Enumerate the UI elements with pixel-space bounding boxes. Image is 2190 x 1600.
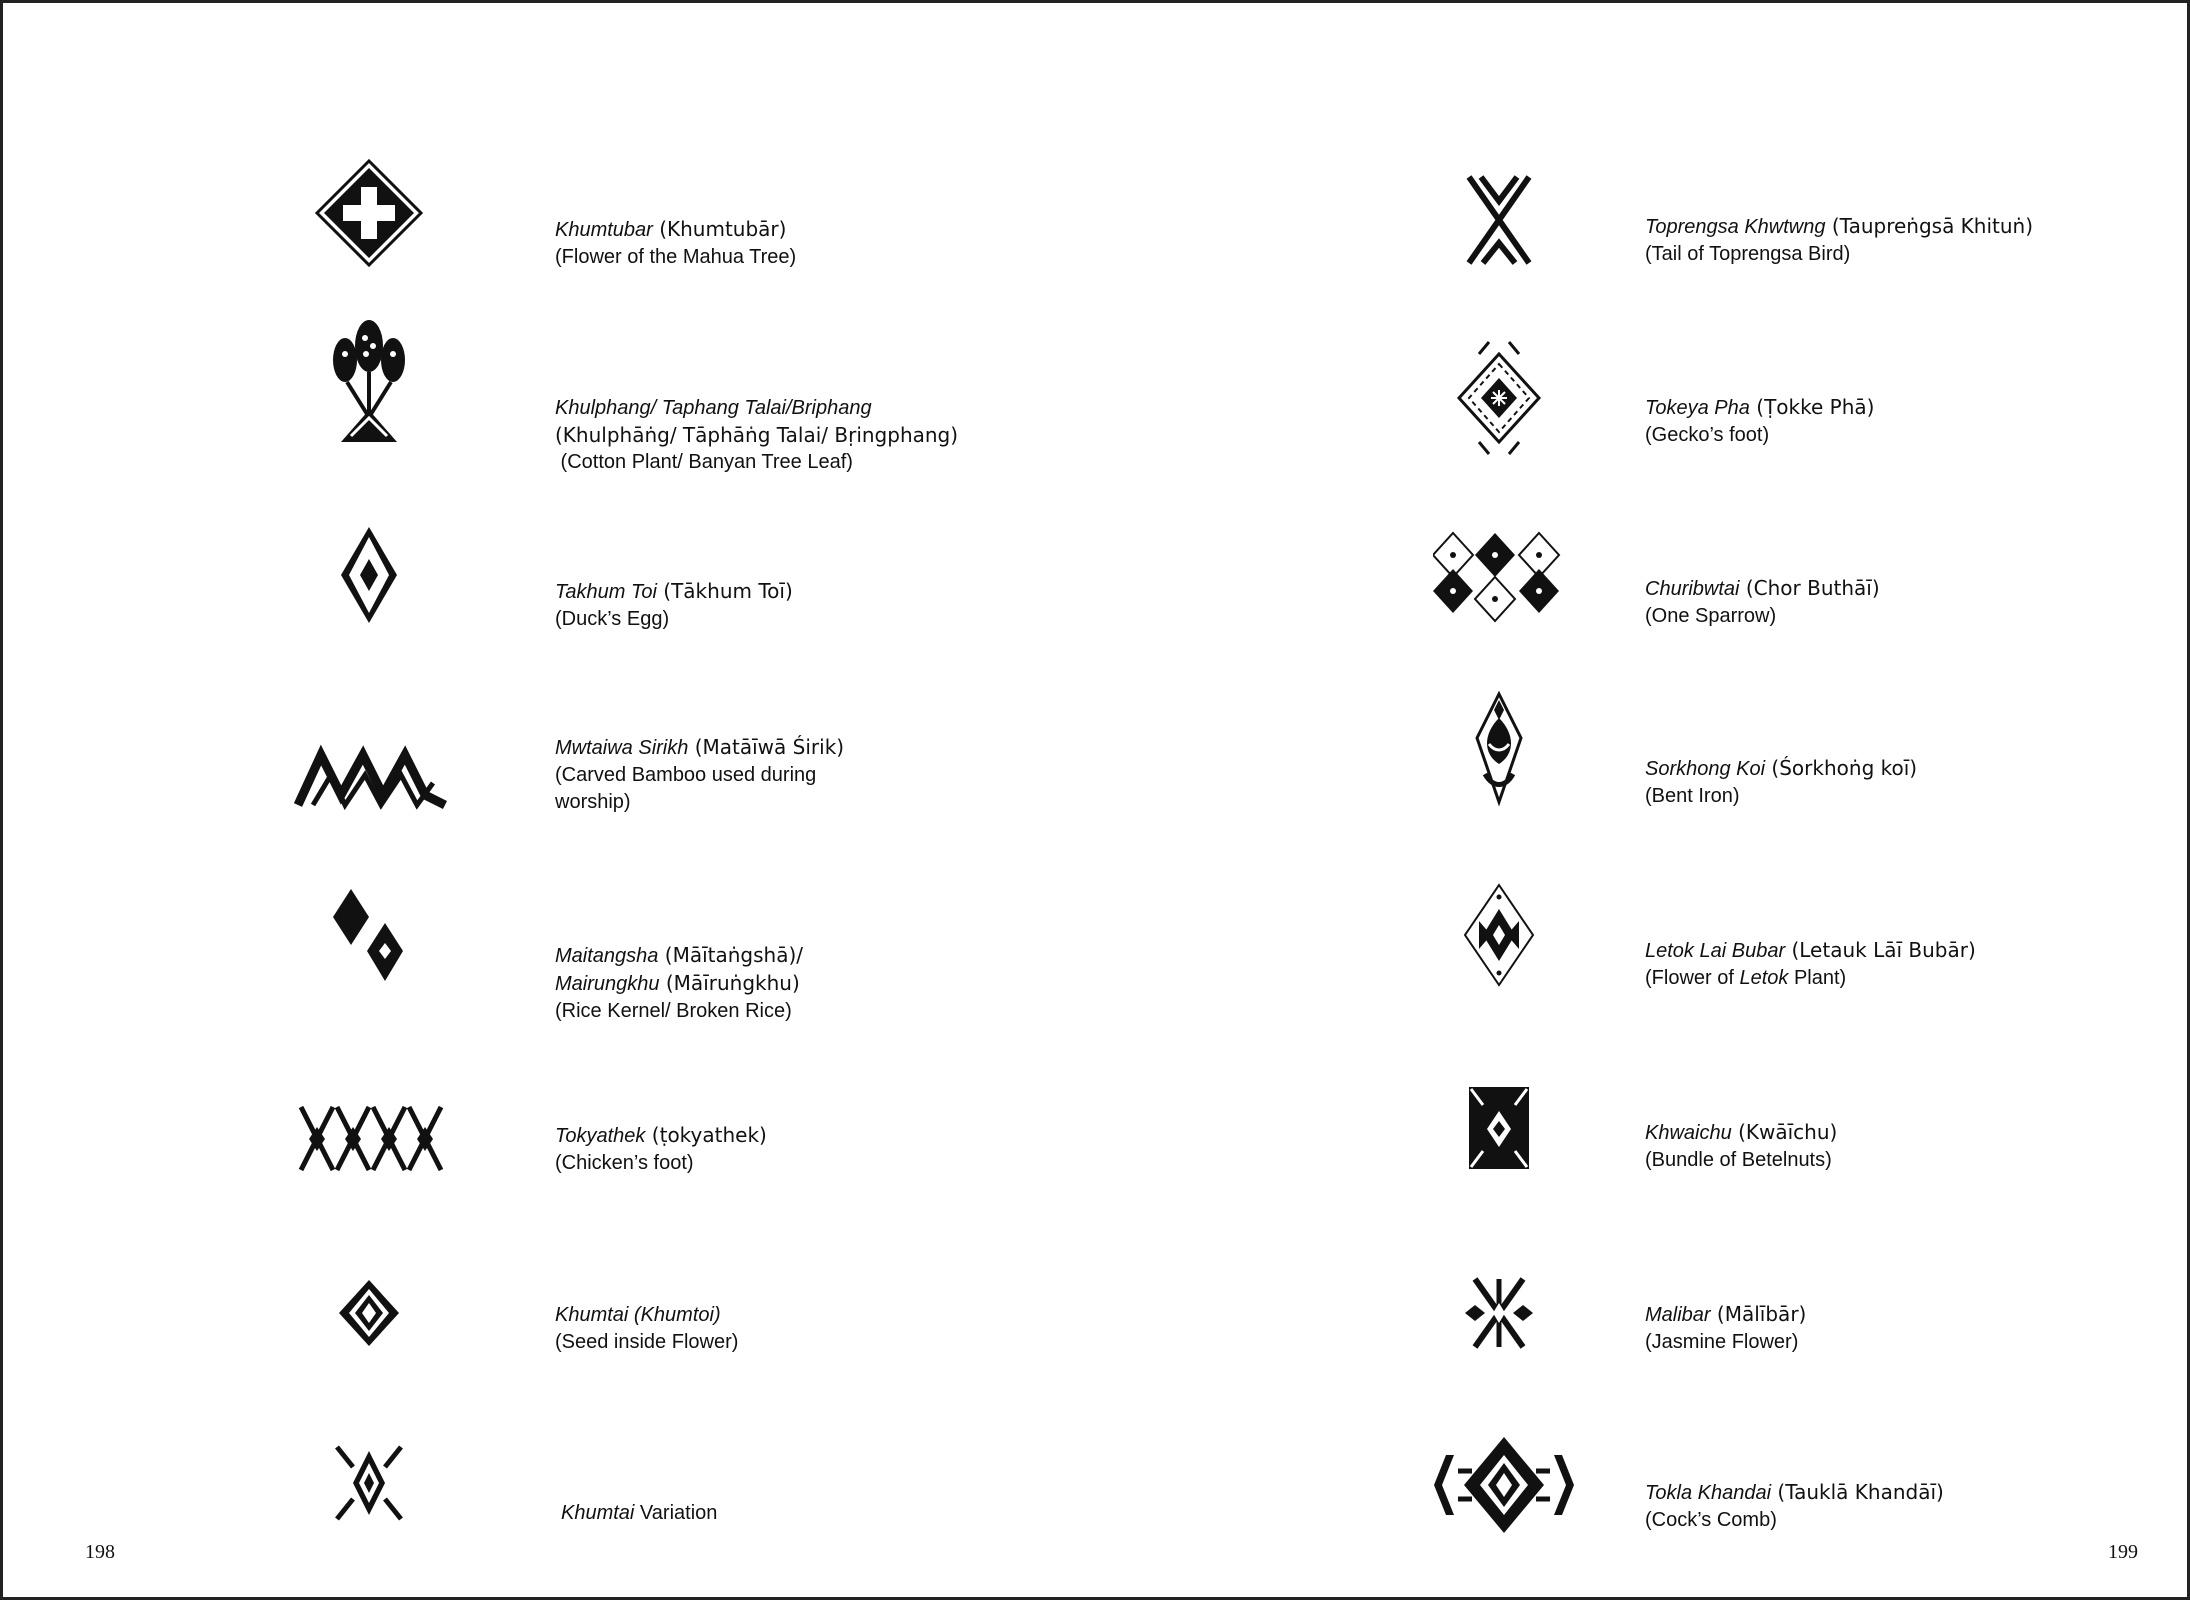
gecko-foot-motif-icon (1419, 338, 1579, 458)
motif-name: Khumtubar (555, 219, 653, 241)
motif-label-tokyathek (555, 1122, 767, 1177)
motif-label-khulphang (555, 395, 958, 476)
motif-meaning: Plant) (1788, 967, 1847, 989)
motif-label-khumtubar (555, 216, 796, 271)
motif-label-tokla-khandai (1645, 1479, 1944, 1534)
motif-name: Maitangsha (555, 945, 659, 967)
motif-label-mwtaiwa-sirikh (555, 734, 844, 816)
duck-egg-motif-icon (289, 523, 449, 628)
betelnut-bundle-motif-icon (1419, 1083, 1579, 1173)
motif-meaning: (Jasmine Flower) (1645, 1331, 1799, 1353)
motif-transliteration: (Māītaṅgshā)/ (658, 943, 803, 967)
motif-meaning-plant: Letok (1739, 967, 1789, 989)
cocks-comb-motif-icon (1429, 1435, 1579, 1535)
motif-label-khumtai-variation (561, 1500, 717, 1527)
motif-meaning: (Flower of (1645, 967, 1740, 989)
motif-name: Letok Lai Bubar (1645, 940, 1786, 962)
motif-meaning: (Cotton Plant/ Banyan Tree Leaf) (555, 451, 853, 473)
motif-meaning: (One Sparrow) (1645, 605, 1777, 627)
motif-transliteration: (Māīruṅgkhu) (659, 971, 800, 995)
khumtai-variation-motif-icon (289, 1443, 449, 1523)
motif-meaning: (Cock’s Comb) (1645, 1509, 1777, 1531)
motif-name: Mairungkhu (555, 973, 660, 995)
motif-name: Tokeya Pha (1645, 397, 1750, 419)
motif-variation-text: Variation (634, 1502, 718, 1524)
motif-label-letok-lai-bubar (1645, 937, 1976, 992)
zigzag-bamboo-motif-icon (293, 733, 453, 813)
motif-name: Khumtai (Khumtoi) (555, 1304, 721, 1326)
motif-name: Malibar (1645, 1304, 1711, 1326)
letok-flower-motif-icon (1419, 883, 1579, 988)
motif-transliteration: (Letauk Lāī Bubār) (1785, 938, 1976, 962)
bent-iron-motif-icon (1419, 691, 1579, 806)
motif-name: Khulphang/ Taphang Talai/Briphang (555, 397, 872, 419)
sparrow-motif-icon (1433, 531, 1563, 626)
motif-transliteration: (Ṭokke Phā) (1749, 395, 1875, 419)
bird-tail-motif-icon (1419, 173, 1579, 268)
motif-transliteration: (Śorkhoṅg koī) (1765, 756, 1918, 780)
motif-transliteration: (Tākhum Toī) (656, 579, 793, 603)
motif-name: Khwaichu (1645, 1122, 1732, 1144)
motif-meaning: (Tail of Toprengsa Bird) (1645, 243, 1851, 265)
motif-transliteration: (Khumtubār) (652, 217, 787, 241)
motif-name: Sorkhong Koi (1645, 758, 1766, 780)
motif-name: Mwtaiwa Sirikh (555, 737, 689, 759)
motif-label-tokeya-pha (1645, 394, 1874, 449)
rice-kernel-motif-icon (303, 883, 463, 988)
motif-meaning: (Gecko’s foot) (1645, 424, 1770, 446)
motif-transliteration: (ṭokyathek) (645, 1123, 767, 1147)
motif-label-malibar (1645, 1301, 1806, 1356)
motif-transliteration: (Mālībār) (1710, 1302, 1807, 1326)
seed-flower-motif-icon (289, 1278, 449, 1348)
motif-meaning: (Carved Bamboo used during (555, 764, 817, 786)
motif-label-khumtai (555, 1302, 738, 1356)
motif-meaning: (Flower of the Mahua Tree) (555, 246, 797, 268)
motif-label-takhum-toi (555, 578, 793, 633)
motif-name: Toprengsa Khwtwng (1645, 216, 1826, 238)
diamond-cross-motif-icon (289, 158, 449, 268)
motif-name: Tokyathek (555, 1125, 646, 1147)
motif-transliteration: (Khulphāṅg/ Tāphāṅg Talai/ Bṛingphang) (555, 423, 959, 447)
motif-transliteration: (Taupreṅgsā Khituṅ) (1825, 214, 2034, 238)
motif-meaning: (Seed inside Flower) (555, 1331, 739, 1353)
motif-name: Khumtai (561, 1502, 635, 1524)
page-number-right: 199 (2108, 1541, 2138, 1563)
motif-label-toprengsa-khwtwng (1645, 213, 2033, 268)
motif-meaning: (Bent Iron) (1645, 785, 1740, 807)
page-number-left: 198 (85, 1541, 115, 1563)
jasmine-motif-icon (1419, 1275, 1579, 1351)
motif-meaning: (Rice Kernel/ Broken Rice) (555, 1000, 792, 1022)
motif-transliteration: (Kwāīchu) (1731, 1120, 1838, 1144)
motif-transliteration: (Matāīwā Śirik) (688, 735, 845, 759)
chicken-foot-motif-icon (293, 1101, 453, 1176)
cotton-plant-motif-icon (289, 318, 449, 448)
motif-name: Takhum Toi (555, 581, 657, 603)
motif-name: Tokla Khandai (1645, 1482, 1772, 1504)
motif-meaning: worship) (555, 791, 631, 813)
motif-label-churibwtai (1645, 575, 1880, 630)
motif-meaning: (Duck’s Egg) (555, 608, 670, 630)
motif-transliteration: (Chor Buthāī) (1739, 576, 1880, 600)
motif-label-khwaichu (1645, 1119, 1837, 1174)
motif-meaning: (Bundle of Betelnuts) (1645, 1149, 1832, 1171)
motif-name: Churibwtai (1645, 578, 1740, 600)
motif-label-maitangsha (555, 942, 803, 1025)
motif-transliteration: (Tauklā Khandāī) (1771, 1480, 1944, 1504)
motif-meaning: (Chicken’s foot) (555, 1152, 694, 1174)
motif-label-sorkhong-koi (1645, 755, 1917, 810)
